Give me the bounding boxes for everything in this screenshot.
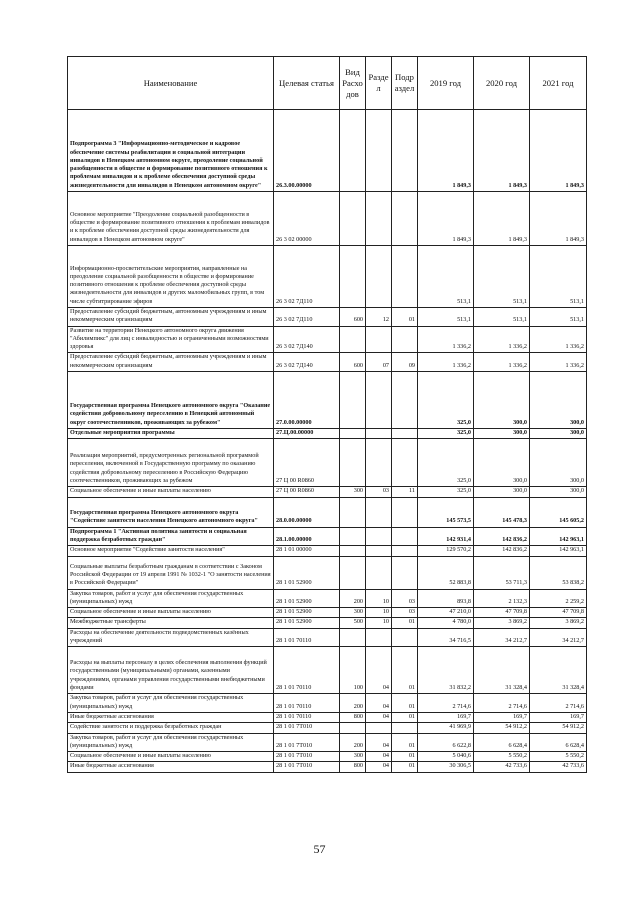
row-value-2020: 5 550,2 — [474, 752, 530, 762]
row-value-2019: 325,0 — [418, 487, 474, 497]
row-name: Закупка товаров, работ и услуг для обеспечения государственных (муниципальных) нужд — [68, 694, 274, 713]
table-row — [68, 487, 587, 497]
row-value-2020: 1 849,3 — [474, 192, 530, 246]
table-row — [68, 647, 587, 694]
row-value-2020: 1 336,2 — [474, 353, 530, 372]
row-value-2020: 300,0 — [474, 439, 530, 487]
row-exp-type: 200 — [340, 694, 366, 713]
row-name: Социальное обеспечение и иные выплаты населению — [68, 608, 274, 618]
row-name: Развитие на территории Ненецкого автономного округа движения "Абилимпикс" для лиц с инвалидностью и ограниченными возможностями здоровья — [68, 326, 274, 353]
row-value-2021: 6 628,4 — [530, 733, 587, 752]
row-value-2019: 325,0 — [418, 372, 474, 429]
row-target-code: 27 Ц 00 R0860 — [274, 439, 340, 487]
row-subsection — [392, 372, 418, 429]
table-row — [68, 372, 587, 429]
row-section: 04 — [366, 647, 392, 694]
header-2020: 2020 год — [474, 57, 530, 110]
row-section — [366, 628, 392, 647]
row-name: Расходы на выплаты персоналу в целях обеспечения выполнения функций государственными (муниципальными) органами, казенными учреждениями, органами управления государственными внебюджетными фондами — [68, 647, 274, 694]
row-exp-type: 500 — [340, 618, 366, 628]
row-value-2020: 1 336,2 — [474, 326, 530, 353]
row-target-code: 28 1 01 52900 — [274, 618, 340, 628]
header-section: Разде л — [366, 57, 392, 110]
header-2021: 2021 год — [530, 57, 587, 110]
row-target-code: 26 3 02 7Д140 — [274, 326, 340, 353]
row-target-code: 26 3 02 7Д110 — [274, 308, 340, 327]
row-value-2020: 142 836,2 — [474, 546, 530, 556]
row-exp-type — [340, 527, 366, 546]
header-name: Наименование — [68, 57, 274, 110]
row-value-2019: 513,1 — [418, 308, 474, 327]
row-section — [366, 723, 392, 733]
row-name: Социальные выплаты безработным гражданам в соответствии с Законом Российской Федерации от 19 апреля 1991 № 1032-1 "О занятости населения в Российской Федерации" — [68, 556, 274, 589]
row-value-2019: 34 716,5 — [418, 628, 474, 647]
row-value-2021: 142 963,1 — [530, 546, 587, 556]
row-subsection: 03 — [392, 589, 418, 608]
row-value-2020: 142 836,2 — [474, 527, 530, 546]
row-exp-type — [340, 439, 366, 487]
row-value-2019: 30 306,5 — [418, 762, 474, 772]
row-subsection: 01 — [392, 694, 418, 713]
row-value-2021: 142 963,1 — [530, 527, 587, 546]
row-exp-type — [340, 723, 366, 733]
row-exp-type: 600 — [340, 308, 366, 327]
row-target-code: 28 1 01 7Т010 — [274, 752, 340, 762]
row-subsection — [392, 192, 418, 246]
row-value-2021: 34 212,7 — [530, 628, 587, 647]
row-target-code: 26 3 02 7Д140 — [274, 353, 340, 372]
row-section — [366, 372, 392, 429]
row-exp-type — [340, 372, 366, 429]
row-subsection — [392, 556, 418, 589]
row-value-2020: 145 478,3 — [474, 497, 530, 527]
row-exp-type — [340, 326, 366, 353]
row-value-2019: 31 832,2 — [418, 647, 474, 694]
row-name: Подпрограмма 1 "Активная политика занятости и социальная поддержка безработных граждан" — [68, 527, 274, 546]
row-name: Социальное обеспечение и иные выплаты населению — [68, 752, 274, 762]
row-exp-type — [340, 246, 366, 308]
row-subsection — [392, 429, 418, 439]
row-target-code: 27.0.00.00000 — [274, 372, 340, 429]
row-name: Социальное обеспечение и иные выплаты населению — [68, 487, 274, 497]
row-target-code: 28 1 01 70110 — [274, 628, 340, 647]
row-target-code: 28 1 01 52900 — [274, 556, 340, 589]
row-value-2020: 300,0 — [474, 487, 530, 497]
row-value-2021: 1 849,3 — [530, 110, 587, 192]
row-value-2021: 1 336,2 — [530, 353, 587, 372]
row-section — [366, 556, 392, 589]
row-value-2019: 129 570,2 — [418, 546, 474, 556]
row-target-code: 26 3 02 7Д110 — [274, 246, 340, 308]
row-subsection: 11 — [392, 487, 418, 497]
row-section — [366, 192, 392, 246]
row-exp-type: 100 — [340, 647, 366, 694]
row-subsection — [392, 527, 418, 546]
table-row — [68, 353, 587, 372]
row-target-code: 28 1 01 7Т010 — [274, 762, 340, 772]
row-name: Предоставление субсидий бюджетным, автономным учреждениям и иным некоммерческим организациям — [68, 308, 274, 327]
row-target-code: 27 Ц 00 R0860 — [274, 487, 340, 497]
row-name: Государственная программа Ненецкого автономного округа "Содействие занятости населения Ненецкого автономного округа" — [68, 497, 274, 527]
table-row — [68, 618, 587, 628]
row-value-2021: 169,7 — [530, 712, 587, 722]
table-row — [68, 628, 587, 647]
row-value-2020: 300,0 — [474, 372, 530, 429]
header-row — [68, 57, 587, 110]
row-section — [366, 497, 392, 527]
row-value-2021: 5 550,2 — [530, 752, 587, 762]
row-value-2019: 142 931,4 — [418, 527, 474, 546]
table-row — [68, 589, 587, 608]
row-section — [366, 439, 392, 487]
row-section: 10 — [366, 618, 392, 628]
row-value-2020: 42 733,6 — [474, 762, 530, 772]
table-row — [68, 308, 587, 327]
row-value-2019: 893,8 — [418, 589, 474, 608]
row-subsection: 03 — [392, 608, 418, 618]
row-target-code: 28 1 01 52900 — [274, 608, 340, 618]
row-subsection — [392, 723, 418, 733]
row-subsection — [392, 497, 418, 527]
row-subsection: 01 — [392, 762, 418, 772]
table-row — [68, 723, 587, 733]
row-section: 10 — [366, 608, 392, 618]
row-value-2021: 42 733,6 — [530, 762, 587, 772]
row-value-2019: 145 573,5 — [418, 497, 474, 527]
row-value-2021: 513,1 — [530, 308, 587, 327]
table-row — [68, 546, 587, 556]
row-value-2019: 169,7 — [418, 712, 474, 722]
row-section: 07 — [366, 353, 392, 372]
row-value-2020: 2 714,6 — [474, 694, 530, 713]
row-exp-type: 300 — [340, 487, 366, 497]
row-value-2020: 54 912,2 — [474, 723, 530, 733]
table-row — [68, 497, 587, 527]
row-value-2019: 52 883,8 — [418, 556, 474, 589]
row-subsection: 01 — [392, 733, 418, 752]
row-value-2021: 300,0 — [530, 429, 587, 439]
row-subsection: 09 — [392, 353, 418, 372]
row-value-2020: 31 328,4 — [474, 647, 530, 694]
row-target-code: 28 1 01 7Т010 — [274, 723, 340, 733]
row-section — [366, 527, 392, 546]
row-subsection — [392, 246, 418, 308]
row-section: 10 — [366, 589, 392, 608]
header-target: Целевая статья — [274, 57, 340, 110]
row-subsection: 01 — [392, 712, 418, 722]
row-value-2020: 53 711,3 — [474, 556, 530, 589]
row-value-2021: 3 869,2 — [530, 618, 587, 628]
row-value-2019: 4 780,0 — [418, 618, 474, 628]
row-value-2019: 47 210,0 — [418, 608, 474, 618]
row-section: 12 — [366, 308, 392, 327]
row-value-2019: 1 336,2 — [418, 326, 474, 353]
row-value-2019: 513,1 — [418, 246, 474, 308]
row-value-2019: 5 040,6 — [418, 752, 474, 762]
row-subsection — [392, 439, 418, 487]
table-row — [68, 192, 587, 246]
header-subsection: Подр аздел — [392, 57, 418, 110]
row-name: Реализация мероприятий, предусмотренных региональной программой переселения, включенной в Государственную программу по оказанию содействия добровольному переселению в Российскую Федерацию соотечественников, проживающих за рубежом — [68, 439, 274, 487]
row-value-2019: 2 714,6 — [418, 694, 474, 713]
row-name: Иные бюджетные ассигнования — [68, 712, 274, 722]
row-value-2021: 31 328,4 — [530, 647, 587, 694]
row-value-2020: 2 132,3 — [474, 589, 530, 608]
row-subsection — [392, 546, 418, 556]
row-value-2020: 169,7 — [474, 712, 530, 722]
row-value-2020: 3 869,2 — [474, 618, 530, 628]
row-section: 04 — [366, 694, 392, 713]
row-value-2021: 53 838,2 — [530, 556, 587, 589]
row-target-code: 28 1 01 70110 — [274, 712, 340, 722]
row-section — [366, 246, 392, 308]
table-row — [68, 429, 587, 439]
table-row — [68, 733, 587, 752]
row-value-2021: 2 714,6 — [530, 694, 587, 713]
row-name: Межбюджетные трансферты — [68, 618, 274, 628]
row-name: Основное мероприятие "Преодоление социальной разобщенности в обществе и формирование позитивного отношения к проблемам инвалидов и к проблеме обеспечения доступной среды жизнедеятельности для инвалидов в Ненецком автономном округе" — [68, 192, 274, 246]
row-exp-type — [340, 546, 366, 556]
row-exp-type: 800 — [340, 712, 366, 722]
page-number: 57 — [313, 842, 326, 856]
row-exp-type: 600 — [340, 353, 366, 372]
row-section: 03 — [366, 487, 392, 497]
row-section: 04 — [366, 712, 392, 722]
row-name: Расходы на обеспечение деятельности подведомственных казённых учреждений — [68, 628, 274, 647]
row-value-2020: 513,1 — [474, 308, 530, 327]
row-value-2019: 41 969,9 — [418, 723, 474, 733]
row-exp-type: 800 — [340, 762, 366, 772]
row-exp-type: 200 — [340, 733, 366, 752]
row-exp-type — [340, 429, 366, 439]
row-value-2020: 34 212,7 — [474, 628, 530, 647]
row-target-code: 28 1 01 00000 — [274, 546, 340, 556]
table-row — [68, 712, 587, 722]
row-value-2019: 6 622,8 — [418, 733, 474, 752]
row-subsection — [392, 110, 418, 192]
row-name: Содействие занятости и поддержка безработных граждан — [68, 723, 274, 733]
row-subsection: 01 — [392, 647, 418, 694]
row-name: Подпрограмма 3 "Информационно-методическое и кадровое обеспечение системы реабилитации и социальной интеграции инвалидов в Ненецком автономном округе, преодоление социальной разобщенности в обществе и формирование позитивного отношения к проблемам инвалидов и к проблеме обеспечения доступной среды жизнедеятельности для инвалидов в Ненецком автономном округе" — [68, 110, 274, 192]
table-row — [68, 694, 587, 713]
row-value-2019: 325,0 — [418, 439, 474, 487]
row-exp-type: 300 — [340, 752, 366, 762]
row-section — [366, 546, 392, 556]
row-value-2020: 47 709,8 — [474, 608, 530, 618]
row-value-2021: 145 605,2 — [530, 497, 587, 527]
table-row — [68, 439, 587, 487]
row-exp-type — [340, 628, 366, 647]
row-target-code: 28.1.00.00000 — [274, 527, 340, 546]
row-section: 04 — [366, 752, 392, 762]
row-value-2020: 1 849,3 — [474, 110, 530, 192]
row-value-2019: 1 849,3 — [418, 192, 474, 246]
row-value-2020: 300,0 — [474, 429, 530, 439]
budget-table — [67, 56, 587, 773]
row-name: Закупка товаров, работ и услуг для обеспечения государственных (муниципальных) нужд — [68, 589, 274, 608]
row-value-2020: 6 628,4 — [474, 733, 530, 752]
table-row — [68, 527, 587, 546]
row-value-2021: 47 709,8 — [530, 608, 587, 618]
row-target-code: 28 1 01 52900 — [274, 589, 340, 608]
row-section: 04 — [366, 762, 392, 772]
row-name: Закупка товаров, работ и услуг для обеспечения государственных (муниципальных) нужд — [68, 733, 274, 752]
row-value-2019: 1 849,3 — [418, 110, 474, 192]
row-exp-type — [340, 192, 366, 246]
row-value-2021: 300,0 — [530, 439, 587, 487]
table-row — [68, 762, 587, 772]
header-exp-type: Вид Расхо дов — [340, 57, 366, 110]
row-subsection — [392, 326, 418, 353]
row-exp-type — [340, 110, 366, 192]
row-exp-type — [340, 556, 366, 589]
row-value-2021: 1 336,2 — [530, 326, 587, 353]
row-name: Информационно-просветительские мероприятия, направленные на преодоление социальной разобщенности в обществе и формирование позитивного отношения к проблеме обеспечения доступной среды жизнедеятельности для инвалидов и других маломобильных групп, в том числе субтитрирование эфиров — [68, 246, 274, 308]
row-target-code: 28.0.00.00000 — [274, 497, 340, 527]
row-target-code: 28 1 01 70110 — [274, 694, 340, 713]
row-section — [366, 429, 392, 439]
table-row — [68, 326, 587, 353]
row-section — [366, 110, 392, 192]
row-name: Основное мероприятие "Содействие занятости населения" — [68, 546, 274, 556]
row-name: Иные бюджетные ассигнования — [68, 762, 274, 772]
table-row — [68, 608, 587, 618]
row-subsection: 01 — [392, 308, 418, 327]
row-value-2021: 513,1 — [530, 246, 587, 308]
row-subsection: 01 — [392, 618, 418, 628]
row-value-2021: 300,0 — [530, 487, 587, 497]
row-subsection: 01 — [392, 752, 418, 762]
row-exp-type — [340, 497, 366, 527]
table-row — [68, 246, 587, 308]
row-target-code: 26 3 02 00000 — [274, 192, 340, 246]
row-exp-type: 300 — [340, 608, 366, 618]
row-exp-type: 200 — [340, 589, 366, 608]
row-value-2019: 325,0 — [418, 429, 474, 439]
row-value-2019: 1 336,2 — [418, 353, 474, 372]
row-section — [366, 326, 392, 353]
row-subsection — [392, 628, 418, 647]
table-row — [68, 110, 587, 192]
row-name: Предоставление субсидий бюджетным, автономным учреждениям и иным некоммерческим организациям — [68, 353, 274, 372]
row-value-2021: 300,0 — [530, 372, 587, 429]
row-value-2021: 2 259,2 — [530, 589, 587, 608]
row-section: 04 — [366, 733, 392, 752]
row-target-code: 27.Ц.00.00000 — [274, 429, 340, 439]
row-target-code: 28 1 01 7Т010 — [274, 733, 340, 752]
row-value-2020: 513,1 — [474, 246, 530, 308]
row-value-2021: 1 849,3 — [530, 192, 587, 246]
table-row — [68, 556, 587, 589]
row-name: Государственная программа Ненецкого автономного округа "Оказание содействия добровольному переселению в Ненецкий автономный округ соотечественников, проживающих за рубежом" — [68, 372, 274, 429]
row-target-code: 26.3.00.00000 — [274, 110, 340, 192]
row-value-2021: 54 912,2 — [530, 723, 587, 733]
table-row — [68, 752, 587, 762]
row-target-code: 28 1 01 70110 — [274, 647, 340, 694]
row-name: Отдельные мероприятия программы — [68, 429, 274, 439]
header-2019: 2019 год — [418, 57, 474, 110]
